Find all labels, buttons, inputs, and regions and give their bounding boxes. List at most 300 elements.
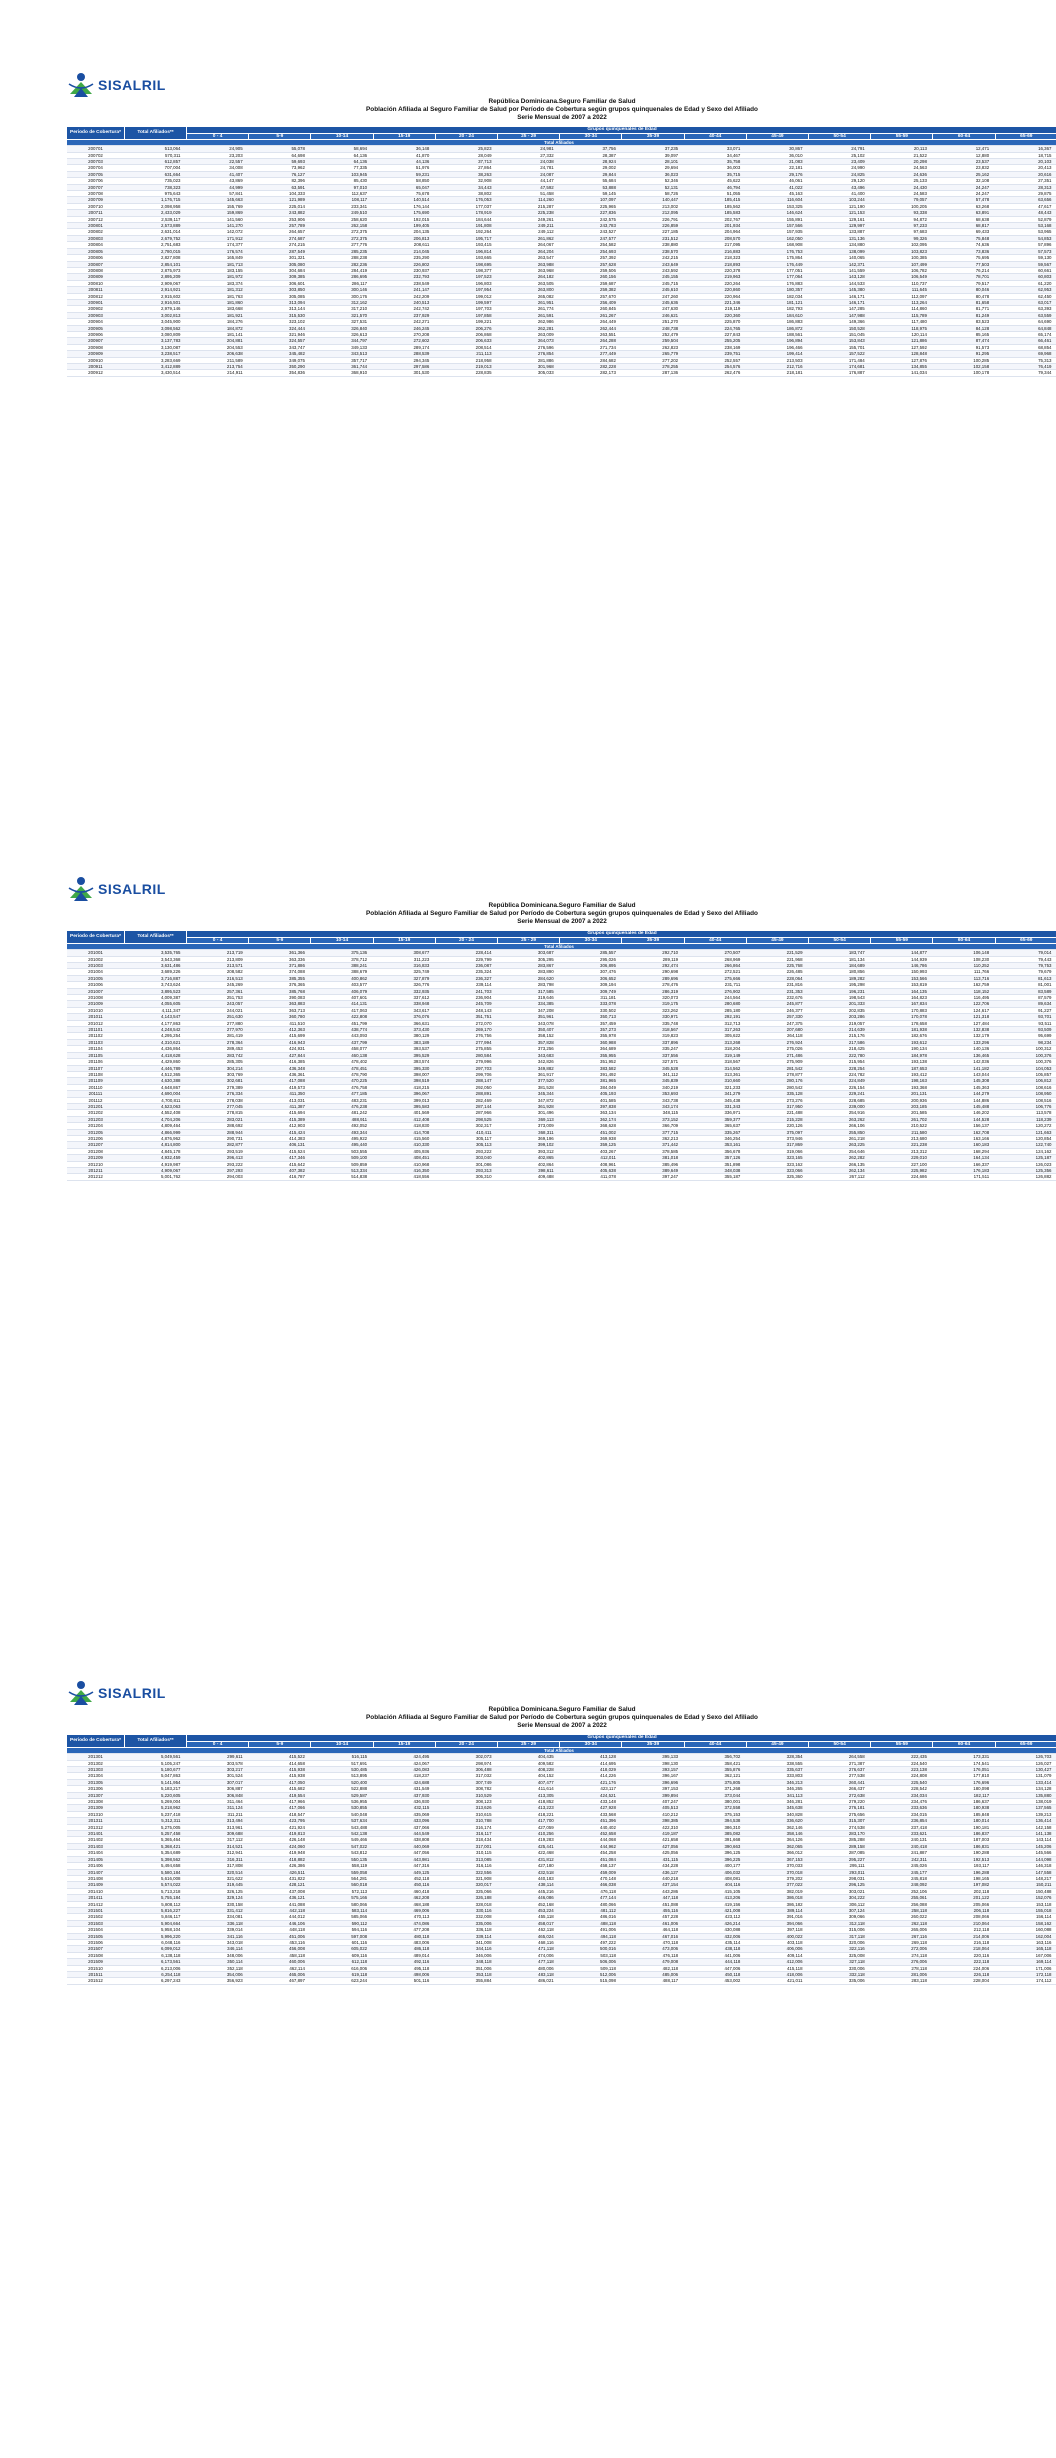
age-value-cell: 432,006 bbox=[684, 1933, 746, 1939]
total-cell: 3,895,523 bbox=[125, 988, 187, 994]
age-value-cell: 458,118 bbox=[249, 1952, 311, 1958]
age-value-cell: 480,066 bbox=[560, 1901, 622, 1907]
age-value-cell: 176,449 bbox=[746, 261, 808, 267]
total-cell: 2,679,752 bbox=[125, 235, 187, 241]
age-value-cell: 412,006 bbox=[746, 1959, 808, 1965]
period-cell: 201001 bbox=[67, 950, 125, 956]
age-value-cell: 262,823 bbox=[622, 344, 684, 350]
total-cell: 4,876,962 bbox=[125, 1135, 187, 1141]
age-value-cell: 466,038 bbox=[560, 1882, 622, 1888]
age-value-cell: 224,782 bbox=[809, 1071, 871, 1077]
age-value-cell: 177,037 bbox=[435, 203, 497, 209]
age-value-cell: 245,818 bbox=[871, 1875, 933, 1881]
age-value-cell: 272,006 bbox=[871, 1946, 933, 1952]
age-value-cell: 100,376 bbox=[995, 1052, 1056, 1058]
total-cell: 5,354,689 bbox=[125, 1850, 187, 1856]
age-value-cell: 415,105 bbox=[684, 1888, 746, 1894]
age-value-cell: 338,948 bbox=[373, 1001, 435, 1007]
age-value-cell: 266,437 bbox=[809, 1786, 871, 1792]
age-value-cell: 397,247 bbox=[622, 1174, 684, 1180]
age-value-cell: 181,921 bbox=[187, 312, 249, 318]
age-value-cell: 43,869 bbox=[187, 178, 249, 184]
age-value-cell: 288,944 bbox=[187, 1129, 249, 1135]
age-value-cell: 51,976 bbox=[373, 165, 435, 171]
age-value-cell: 283,118 bbox=[871, 1978, 933, 1984]
total-cell: 975,643 bbox=[125, 191, 187, 197]
age-value-cell: 221,529 bbox=[746, 950, 808, 956]
age-value-cell: 327,571 bbox=[622, 1059, 684, 1065]
age-value-cell: 414,708 bbox=[373, 1129, 435, 1135]
age-value-cell: 346,254 bbox=[684, 1135, 746, 1141]
age-value-cell: 316,116 bbox=[435, 1863, 497, 1869]
age-value-cell: 190,288 bbox=[933, 1850, 995, 1856]
age-value-cell: 122,706 bbox=[933, 1001, 995, 1007]
age-value-cell: 341,279 bbox=[684, 1091, 746, 1097]
sisalril-logo-icon bbox=[66, 1678, 96, 1708]
age-value-cell: 493,344 bbox=[311, 1129, 373, 1135]
age-value-cell: 221,488 bbox=[746, 1110, 808, 1116]
age-value-cell: 228,064 bbox=[746, 975, 808, 981]
age-value-cell: 361,917 bbox=[498, 1071, 560, 1077]
age-value-cell: 305,295 bbox=[498, 956, 560, 962]
age-value-cell: 215,287 bbox=[498, 203, 560, 209]
total-cell: 2,098,958 bbox=[125, 203, 187, 209]
age-value-cell: 349,882 bbox=[498, 1065, 560, 1071]
age-value-cell: 371,442 bbox=[622, 1142, 684, 1148]
age-value-cell: 271,387 bbox=[809, 1760, 871, 1766]
age-value-cell: 341,116 bbox=[187, 1933, 249, 1939]
age-value-cell: 412,011 bbox=[560, 1155, 622, 1161]
age-value-cell: 59,130 bbox=[995, 255, 1056, 261]
col-age-group: 25 - 29 bbox=[498, 937, 560, 944]
age-value-cell: 286,695 bbox=[311, 274, 373, 280]
total-cell: 4,009,387 bbox=[125, 995, 187, 1001]
age-value-cell: 380,129 bbox=[373, 1033, 435, 1039]
age-value-cell: 328,354 bbox=[746, 1754, 808, 1760]
age-value-cell: 310,529 bbox=[435, 1792, 497, 1798]
age-value-cell: 198,165 bbox=[933, 1875, 995, 1881]
period-cell: 201501 bbox=[67, 1907, 125, 1913]
age-value-cell: 52,131 bbox=[622, 184, 684, 190]
age-value-cell: 483,006 bbox=[373, 1939, 435, 1945]
age-value-cell: 437,154 bbox=[622, 1882, 684, 1888]
total-cell: 4,909,067 bbox=[125, 1168, 187, 1174]
age-value-cell: 103,945 bbox=[311, 171, 373, 177]
age-value-cell: 458,077 bbox=[311, 1046, 373, 1052]
age-value-cell: 76,419 bbox=[995, 364, 1056, 370]
age-value-cell: 509,859 bbox=[311, 1161, 373, 1167]
age-value-cell: 37,713 bbox=[435, 159, 497, 165]
age-value-cell: 188,561 bbox=[746, 331, 808, 337]
age-value-cell: 29,875 bbox=[995, 191, 1056, 197]
age-value-cell: 396,225 bbox=[684, 1856, 746, 1862]
age-value-cell: 394,066 bbox=[746, 1920, 808, 1926]
age-value-cell: 25,133 bbox=[871, 178, 933, 184]
col-age-group: 20 - 24 bbox=[435, 937, 497, 944]
age-value-cell: 290,698 bbox=[622, 969, 684, 975]
col-age-group: 65-69 bbox=[995, 133, 1056, 140]
age-value-cell: 151,045 bbox=[809, 331, 871, 337]
age-value-cell: 297,703 bbox=[435, 1065, 497, 1071]
age-value-cell: 52,879 bbox=[995, 216, 1056, 222]
age-value-cell: 243,057 bbox=[187, 1001, 249, 1007]
report-title-line1: República Dominicana.Seguro Familiar de Salud bbox=[488, 902, 636, 909]
age-value-cell: 207,680 bbox=[746, 1027, 808, 1033]
age-value-cell: 408,961 bbox=[560, 1161, 622, 1167]
age-value-cell: 352,118 bbox=[187, 1965, 249, 1971]
age-value-cell: 186,883 bbox=[746, 319, 808, 325]
age-value-cell: 375,097 bbox=[746, 1129, 808, 1135]
period-cell: 200911 bbox=[67, 364, 125, 370]
age-value-cell: 27,332 bbox=[498, 152, 560, 158]
age-value-cell: 317,112 bbox=[187, 1837, 249, 1843]
age-value-cell: 225,965 bbox=[560, 203, 622, 209]
age-value-cell: 401,569 bbox=[373, 1110, 435, 1116]
age-value-cell: 542,138 bbox=[311, 1831, 373, 1837]
total-cell: 4,866,999 bbox=[125, 1129, 187, 1135]
age-value-cell: 448,118 bbox=[249, 1927, 311, 1933]
age-value-cell: 121,153 bbox=[809, 210, 871, 216]
age-value-cell: 180,856 bbox=[809, 969, 871, 975]
age-value-cell: 146,786 bbox=[871, 963, 933, 969]
total-cell: 2,827,808 bbox=[125, 255, 187, 261]
age-value-cell: 81,771 bbox=[933, 306, 995, 312]
period-cell: 201003 bbox=[67, 963, 125, 969]
age-value-cell: 303,850 bbox=[249, 287, 311, 293]
period-cell: 201403 bbox=[67, 1843, 125, 1849]
age-value-cell: 176,696 bbox=[933, 1779, 995, 1785]
age-value-cell: 310,115 bbox=[435, 1850, 497, 1856]
age-value-cell: 233,636 bbox=[871, 1805, 933, 1811]
age-value-cell: 337,896 bbox=[622, 1039, 684, 1045]
age-value-cell: 331,343 bbox=[684, 1103, 746, 1109]
age-value-cell: 44,999 bbox=[187, 184, 249, 190]
age-value-cell: 180,357 bbox=[746, 287, 808, 293]
age-value-cell: 265,779 bbox=[622, 351, 684, 357]
age-value-cell: 436,348 bbox=[249, 1065, 311, 1071]
age-value-cell: 299,611 bbox=[187, 1754, 249, 1760]
age-value-cell: 54,853 bbox=[995, 235, 1056, 241]
age-value-cell: 93,338 bbox=[871, 210, 933, 216]
age-value-cell: 77,335 bbox=[311, 165, 373, 171]
age-value-cell: 43,496 bbox=[809, 184, 871, 190]
age-value-cell: 182,676 bbox=[871, 1033, 933, 1039]
age-value-cell: 324,444 bbox=[249, 325, 311, 331]
age-value-cell: 146,318 bbox=[995, 1863, 1056, 1869]
age-value-cell: 485,006 bbox=[622, 1972, 684, 1978]
age-value-cell: 124,617 bbox=[933, 1007, 995, 1013]
age-value-cell: 277,880 bbox=[187, 1020, 249, 1026]
age-value-cell: 283,798 bbox=[498, 982, 560, 988]
age-value-cell: 213,312 bbox=[871, 1148, 933, 1154]
age-value-cell: 191,808 bbox=[435, 223, 497, 229]
age-value-cell: 478,402 bbox=[311, 1059, 373, 1065]
age-value-cell: 345,528 bbox=[622, 1065, 684, 1071]
age-value-cell: 257,392 bbox=[560, 255, 622, 261]
age-value-cell: 181,860 bbox=[187, 299, 249, 305]
age-value-cell: 113,578 bbox=[995, 1110, 1056, 1116]
age-value-cell: 57,478 bbox=[933, 197, 995, 203]
age-value-cell: 34,467 bbox=[684, 152, 746, 158]
age-value-cell: 200,936 bbox=[871, 1097, 933, 1103]
age-value-cell: 333,803 bbox=[746, 1773, 808, 1779]
age-value-cell: 198,377 bbox=[435, 267, 497, 273]
age-value-cell: 283,742 bbox=[187, 1052, 249, 1058]
age-value-cell: 160,088 bbox=[995, 1927, 1056, 1933]
age-value-cell: 45,622 bbox=[684, 178, 746, 184]
age-value-cell: 147,285 bbox=[809, 306, 871, 312]
age-value-cell: 83,589 bbox=[995, 988, 1056, 994]
age-value-cell: 284,620 bbox=[498, 975, 560, 981]
age-value-cell: 64,136 bbox=[311, 152, 373, 158]
age-value-cell: 20,298 bbox=[871, 159, 933, 165]
age-value-cell: 143,114 bbox=[995, 1837, 1056, 1843]
age-value-cell: 327,118 bbox=[809, 1959, 871, 1965]
age-value-cell: 278,877 bbox=[746, 1071, 808, 1077]
age-value-cell: 308,123 bbox=[435, 1799, 497, 1805]
report-title-line1: República Dominicana.Seguro Familiar de Salud bbox=[488, 98, 636, 105]
age-value-cell: 213,680 bbox=[871, 1135, 933, 1141]
age-value-cell: 415,560 bbox=[373, 1135, 435, 1141]
period-cell: 201112 bbox=[67, 1097, 125, 1103]
age-value-cell: 396,125 bbox=[684, 1850, 746, 1856]
age-value-cell: 314,562 bbox=[684, 1065, 746, 1071]
age-value-cell: 415,938 bbox=[249, 1767, 311, 1773]
age-value-cell: 452,168 bbox=[498, 1901, 560, 1907]
age-value-cell: 301,530 bbox=[373, 370, 435, 376]
age-value-cell: 199,405 bbox=[373, 223, 435, 229]
age-value-cell: 427,928 bbox=[560, 1805, 622, 1811]
age-value-cell: 289,453 bbox=[187, 1046, 249, 1052]
age-value-cell: 278,255 bbox=[622, 364, 684, 370]
age-value-cell: 247,630 bbox=[622, 306, 684, 312]
age-value-cell: 134,855 bbox=[871, 364, 933, 370]
age-value-cell: 385,496 bbox=[622, 1161, 684, 1167]
age-value-cell: 142,371 bbox=[809, 261, 871, 267]
period-cell: 200706 bbox=[67, 178, 125, 184]
age-value-cell: 83,523 bbox=[933, 319, 995, 325]
age-value-cell: 338,555 bbox=[746, 1760, 808, 1766]
age-value-cell: 335,006 bbox=[809, 1978, 871, 1984]
age-value-cell: 193,612 bbox=[871, 1039, 933, 1045]
brand-name: SISALRIL bbox=[98, 881, 166, 897]
total-cell: 4,552,408 bbox=[125, 1110, 187, 1116]
age-value-cell: 153,325 bbox=[746, 203, 808, 209]
age-value-cell: 436,930 bbox=[373, 1799, 435, 1805]
age-value-cell: 228,542 bbox=[871, 1786, 933, 1792]
age-value-cell: 112,637 bbox=[311, 191, 373, 197]
total-cell: 3,238,517 bbox=[125, 351, 187, 357]
age-value-cell: 153,566 bbox=[871, 975, 933, 981]
age-value-cell: 243,882 bbox=[249, 210, 311, 216]
age-value-cell: 176,883 bbox=[746, 280, 808, 286]
age-value-cell: 278,118 bbox=[871, 1965, 933, 1971]
age-value-cell: 292,474 bbox=[622, 963, 684, 969]
age-value-cell: 234,476 bbox=[871, 1799, 933, 1805]
age-value-cell: 185,583 bbox=[684, 210, 746, 216]
age-value-cell: 281,419 bbox=[187, 1033, 249, 1039]
age-value-cell: 346,114 bbox=[187, 1946, 249, 1952]
age-value-cell: 465,024 bbox=[498, 1933, 560, 1939]
period-cell: 201505 bbox=[67, 1933, 125, 1939]
age-value-cell: 292,191 bbox=[684, 1014, 746, 1020]
age-value-cell: 395,529 bbox=[373, 1052, 435, 1058]
age-value-cell: 24,791 bbox=[809, 146, 871, 152]
period-cell: 201210 bbox=[67, 1161, 125, 1167]
col-age-group: 45-49 bbox=[746, 1741, 808, 1748]
age-value-cell: 206,868 bbox=[435, 331, 497, 337]
age-value-cell: 157,566 bbox=[746, 223, 808, 229]
age-value-cell: 425,056 bbox=[622, 1850, 684, 1856]
age-value-cell: 99,326 bbox=[871, 235, 933, 241]
age-value-cell: 410,212 bbox=[622, 1811, 684, 1817]
age-value-cell: 277,202 bbox=[622, 357, 684, 363]
age-value-cell: 132,838 bbox=[933, 1027, 995, 1033]
age-value-cell: 393,537 bbox=[373, 1046, 435, 1052]
age-value-cell: 294,003 bbox=[187, 1174, 249, 1180]
age-value-cell: 285,305 bbox=[187, 1059, 249, 1065]
total-cell: 4,295,254 bbox=[125, 1033, 187, 1039]
age-value-cell: 321,570 bbox=[311, 312, 373, 318]
age-value-cell: 218,958 bbox=[435, 357, 497, 363]
age-value-cell: 201,131 bbox=[871, 1091, 933, 1097]
age-value-cell: 305,113 bbox=[435, 1142, 497, 1148]
age-value-cell: 218,064 bbox=[933, 1946, 995, 1952]
age-value-cell: 444,118 bbox=[684, 1959, 746, 1965]
age-value-cell: 190,181 bbox=[933, 1824, 995, 1830]
age-value-cell: 183,747 bbox=[809, 950, 871, 956]
age-value-cell: 362,146 bbox=[746, 1824, 808, 1830]
age-value-cell: 343,174 bbox=[622, 1103, 684, 1109]
age-value-cell: 366,012 bbox=[746, 1850, 808, 1856]
age-value-cell: 412,408 bbox=[373, 1116, 435, 1122]
age-value-cell: 357,459 bbox=[560, 1020, 622, 1026]
age-value-cell: 159,869 bbox=[187, 210, 249, 216]
total-cell: 2,780,015 bbox=[125, 248, 187, 254]
age-value-cell: 421,176 bbox=[560, 1779, 622, 1785]
age-value-cell: 266,864 bbox=[684, 963, 746, 969]
age-value-cell: 491,006 bbox=[560, 1927, 622, 1933]
age-value-cell: 134,880 bbox=[809, 242, 871, 248]
age-value-cell: 407,382 bbox=[249, 1168, 311, 1174]
age-value-cell: 440,218 bbox=[622, 1875, 684, 1881]
age-value-cell: 398,130 bbox=[622, 1760, 684, 1766]
total-cell: 3,631,486 bbox=[125, 963, 187, 969]
report-page-2 bbox=[66, 874, 1056, 1274]
age-value-cell: 164,823 bbox=[871, 995, 933, 1001]
age-value-cell: 275,656 bbox=[809, 1811, 871, 1817]
age-value-cell: 21,522 bbox=[871, 152, 933, 158]
col-age-group: 0 - 4 bbox=[187, 1741, 249, 1748]
age-value-cell: 183,668 bbox=[187, 306, 249, 312]
age-value-cell: 411,078 bbox=[560, 1174, 622, 1180]
age-value-cell: 213,809 bbox=[187, 956, 249, 962]
age-value-cell: 363,713 bbox=[249, 1007, 311, 1013]
period-cell: 201507 bbox=[67, 1946, 125, 1952]
age-value-cell: 367,153 bbox=[746, 1856, 808, 1862]
age-value-cell: 320,006 bbox=[809, 1939, 871, 1945]
age-value-cell: 492,052 bbox=[311, 1123, 373, 1129]
age-value-cell: 24,247 bbox=[933, 184, 995, 190]
age-value-cell: 30,867 bbox=[746, 146, 808, 152]
age-value-cell: 467,016 bbox=[622, 1933, 684, 1939]
col-age-group: 55-59 bbox=[871, 937, 933, 944]
age-value-cell: 265,006 bbox=[871, 1927, 933, 1933]
age-value-cell: 413,031 bbox=[249, 1097, 311, 1103]
age-value-cell: 221,346 bbox=[684, 299, 746, 305]
age-value-cell: 228,004 bbox=[933, 1978, 995, 1984]
age-value-cell: 449,125 bbox=[373, 1869, 435, 1875]
col-age-group: 15-19 bbox=[373, 937, 435, 944]
age-value-cell: 423,117 bbox=[560, 1786, 622, 1792]
age-value-cell: 400,862 bbox=[311, 975, 373, 981]
age-value-cell: 127,592 bbox=[871, 344, 933, 350]
age-value-cell: 506,006 bbox=[560, 1959, 622, 1965]
period-cell: 201107 bbox=[67, 1065, 125, 1071]
age-value-cell: 195,298 bbox=[809, 982, 871, 988]
age-value-cell: 540,048 bbox=[311, 1811, 373, 1817]
age-value-cell: 549,466 bbox=[311, 1837, 373, 1843]
age-value-cell: 346,281 bbox=[746, 1799, 808, 1805]
age-value-cell: 106,549 bbox=[871, 274, 933, 280]
age-value-cell: 383,582 bbox=[560, 1065, 622, 1071]
total-cell: 2,914,921 bbox=[125, 287, 187, 293]
age-value-cell: 283,867 bbox=[498, 963, 560, 969]
age-value-cell: 181,763 bbox=[187, 293, 249, 299]
age-value-cell: 469,006 bbox=[373, 1907, 435, 1913]
age-value-cell: 293,222 bbox=[187, 1161, 249, 1167]
age-value-cell: 79,443 bbox=[995, 956, 1056, 962]
age-value-cell: 251,753 bbox=[187, 995, 249, 1001]
age-value-cell: 262,986 bbox=[498, 319, 560, 325]
age-value-cell: 418,029 bbox=[560, 1767, 622, 1773]
age-value-cell: 79,014 bbox=[995, 950, 1056, 956]
age-value-cell: 313,961 bbox=[187, 1824, 249, 1830]
age-value-cell: 215,228 bbox=[746, 1116, 808, 1122]
age-value-cell: 343,513 bbox=[311, 351, 373, 357]
period-cell: 200702 bbox=[67, 152, 125, 158]
age-value-cell: 416,943 bbox=[249, 1039, 311, 1045]
age-value-cell: 24,087 bbox=[498, 171, 560, 177]
age-value-cell: 257,789 bbox=[249, 223, 311, 229]
age-value-cell: 483,118 bbox=[498, 1972, 560, 1978]
age-value-cell: 264,288 bbox=[560, 338, 622, 344]
age-value-cell: 296,125 bbox=[809, 1882, 871, 1888]
age-value-cell: 199,597 bbox=[435, 299, 497, 305]
col-age-group: 50-54 bbox=[809, 937, 871, 944]
age-value-cell: 62,953 bbox=[995, 287, 1056, 293]
age-value-cell: 87,579 bbox=[995, 995, 1056, 1001]
age-value-cell: 275,909 bbox=[746, 1059, 808, 1065]
age-value-cell: 305,033 bbox=[498, 370, 560, 376]
age-value-cell: 196,288 bbox=[933, 1869, 995, 1875]
age-value-cell: 332,118 bbox=[809, 1972, 871, 1978]
age-value-cell: 136,465 bbox=[933, 1052, 995, 1058]
age-value-cell: 233,341 bbox=[311, 203, 373, 209]
total-cell: 4,512,365 bbox=[125, 1071, 187, 1077]
age-value-cell: 344,116 bbox=[435, 1946, 497, 1952]
total-cell: 4,143,547 bbox=[125, 1014, 187, 1020]
age-value-cell: 503,555 bbox=[311, 1148, 373, 1154]
age-value-cell: 142,158 bbox=[995, 1824, 1056, 1830]
age-value-cell: 468,116 bbox=[498, 1939, 560, 1945]
age-value-cell: 462,208 bbox=[373, 1895, 435, 1901]
age-value-cell: 389,114 bbox=[746, 1907, 808, 1913]
age-value-cell: 302,073 bbox=[435, 1754, 497, 1760]
total-cell: 3,543,368 bbox=[125, 956, 187, 962]
age-value-cell: 381,018 bbox=[622, 1155, 684, 1161]
table-row bbox=[67, 370, 1056, 376]
